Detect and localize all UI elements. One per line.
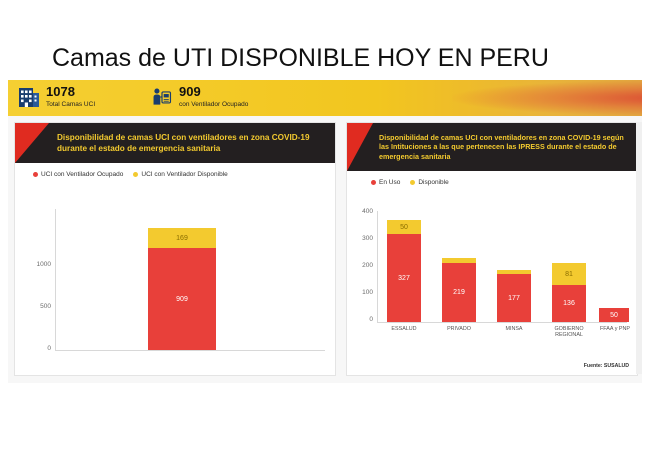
bar-segment-en-uso[interactable]: 50 — [599, 308, 629, 322]
stat-value: 1078 — [46, 83, 75, 99]
y-tick-0: 0 — [369, 316, 373, 323]
y-axis-line — [377, 211, 378, 323]
y-tick-1000: 1000 — [36, 261, 51, 268]
stat-label: Total Camas UCI — [46, 100, 96, 108]
left-chart-panel — [14, 122, 336, 376]
y-tick-500: 500 — [40, 303, 51, 310]
stat-ventilador-ocupado — [151, 85, 248, 109]
ventilator-icon — [151, 85, 173, 109]
category-label: FFAA y PNP — [600, 326, 630, 332]
y-tick-0: 0 — [47, 345, 51, 352]
bar-segment-en-uso[interactable]: 136 — [552, 285, 586, 322]
bar-segment-en-uso[interactable]: 177 — [497, 274, 531, 322]
stat-value: 909 — [179, 83, 201, 99]
category-label: GOBIERNO REGIONAL — [554, 326, 584, 338]
legend-item-en-uso[interactable] — [371, 179, 400, 186]
legend-swatch-icon — [33, 172, 38, 177]
left-panel-header — [15, 123, 335, 163]
right-bar-chart — [347, 195, 637, 375]
bar-segment-disponible[interactable]: 50 — [387, 220, 421, 234]
left-bar-chart — [15, 185, 335, 375]
legend-item-ocupado[interactable] — [33, 171, 123, 178]
stat-label: con Ventilador Ocupado — [179, 100, 249, 108]
legend-label: UCI con Ventilador Ocupado — [41, 171, 124, 178]
legend-swatch-icon — [410, 180, 415, 185]
legend-item-disponible[interactable] — [410, 179, 448, 186]
legend-item-disponible[interactable] — [133, 171, 227, 178]
category-label: ESSALUD — [391, 326, 417, 332]
left-panel-title: Disponibilidad de camas UCI con ventiladores en zona COVID-19 durante el estado de emergencia sanitaria — [57, 133, 310, 153]
category-label: PRIVADO — [447, 326, 471, 332]
bar-segment-disponible[interactable]: 81 — [552, 263, 586, 285]
dashboard-container — [8, 80, 642, 383]
y-tick-100: 100 — [362, 289, 373, 296]
right-panel-title: Disponibilidad de camas UCI con ventiladores en zona COVID-19 según las Intituciones a las que pertenecen las IPRESS durante el estado de emergencia sanitaria — [379, 132, 624, 161]
source-note: Fuente: SUSALUD — [583, 363, 629, 369]
decorative-swoosh — [452, 80, 642, 116]
right-chart-panel — [346, 122, 638, 376]
right-chart-legend — [347, 171, 637, 186]
category-label: MINSA — [505, 326, 523, 332]
bar-segment-disponible[interactable]: 169 — [148, 228, 216, 248]
right-panel-header — [347, 123, 637, 171]
x-axis-line — [377, 322, 627, 323]
legend-swatch-icon — [371, 180, 376, 185]
left-chart-legend — [15, 163, 335, 178]
summary-bar — [8, 80, 642, 116]
legend-swatch-icon — [133, 172, 138, 177]
bar-segment-ocupado[interactable]: 909 — [148, 248, 216, 350]
y-tick-400: 400 — [362, 208, 373, 215]
legend-label: UCI con Ventilador Disponible — [141, 171, 228, 178]
y-tick-300: 300 — [362, 235, 373, 242]
bar-segment-en-uso[interactable]: 327 — [387, 234, 421, 322]
page-title: Camas de UTI DISPONIBLE HOY EN PERU — [52, 44, 549, 72]
legend-label: Disponible — [418, 179, 449, 186]
hospital-icon — [18, 85, 40, 109]
stat-total-camas — [18, 85, 95, 109]
x-axis-line — [55, 350, 325, 351]
bar-segment-en-uso[interactable]: 219 — [442, 263, 476, 322]
y-axis-line — [55, 209, 56, 351]
y-tick-200: 200 — [362, 262, 373, 269]
legend-label: En Uso — [379, 179, 401, 186]
